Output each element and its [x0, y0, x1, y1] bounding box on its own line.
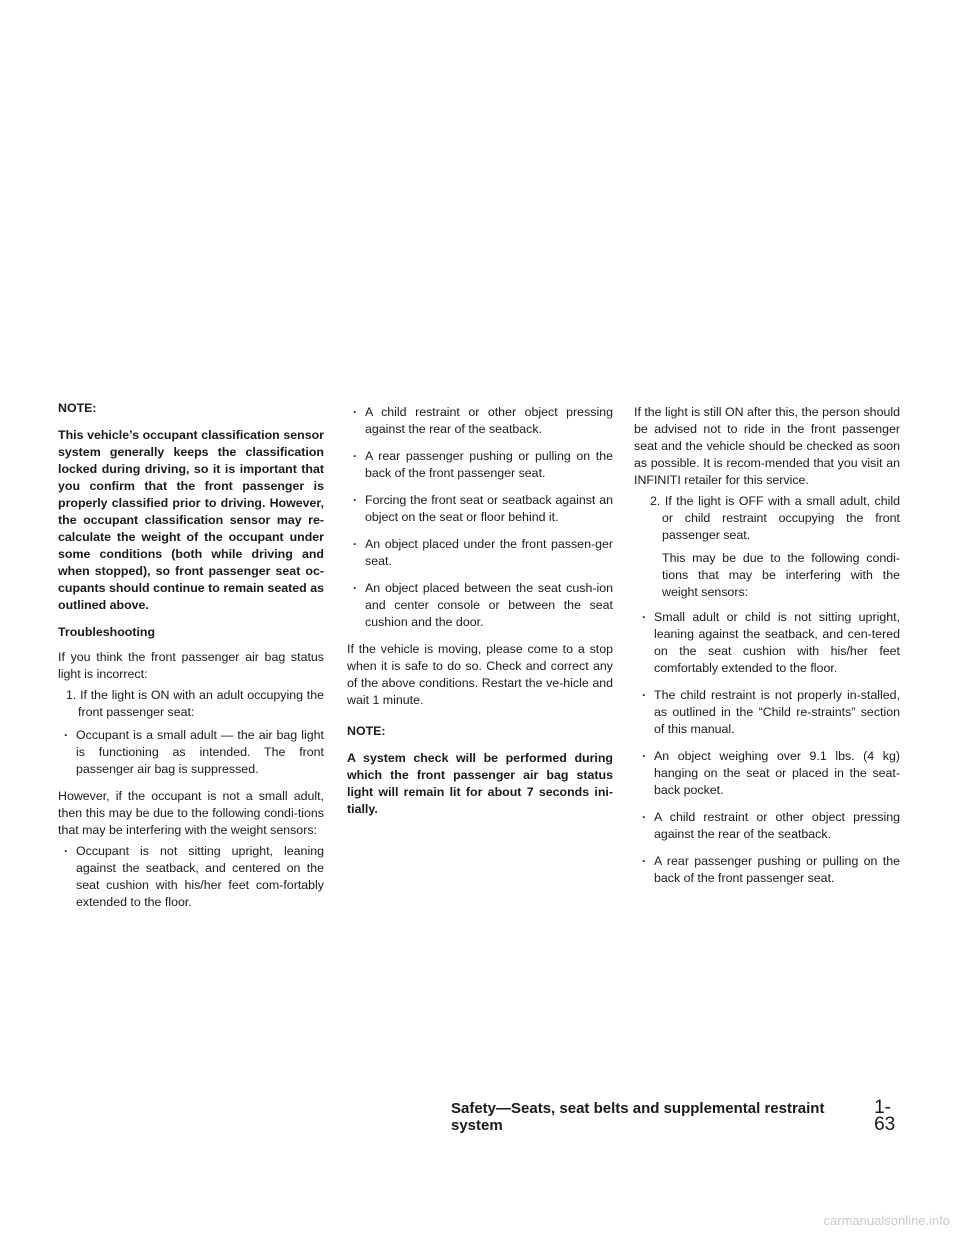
watermark: carmanualsonline.info	[823, 1213, 950, 1228]
note-text: This vehicle’s occupant classification sensor system generally keeps the classification locked during driving, so it is important that you confirm that the front passenger is properly classified prior to driving. However, the occupant classification sensor may re-calculate the weight of the occupant under some conditions (both while driving and when stopped), so front passenger seat oc-cupants should continue to remain seated as outlined above.	[58, 428, 324, 612]
bullet-item: · An object weighing over 9.1 lbs. (4 kg) hanging on the seat or placed in the seat-back pocket.	[642, 748, 900, 799]
note-label: NOTE:	[347, 724, 386, 738]
paragraph: If the light is still ON after this, the person should be advised not to ride in the front passenger seat and the vehicle should be checked as soon as possible. It is recom-mended that you visit an INFINITI retailer for this service.	[634, 405, 900, 487]
note-text: A system check will be performed during which the front passenger air bag status light will remain lit for about 7 seconds ini-tially.	[347, 751, 613, 816]
numbered-item-1: 1. If the light is ON with an adult occupying the front passenger seat:	[66, 688, 324, 719]
troubleshooting-intro: If you think the front passenger air bag status light is incorrect:	[58, 650, 324, 681]
bullet-item: · Occupant is not sitting upright, leaning against the seatback, and centered on the seat cushion with his/her feet com-fortably extended to the floor.	[64, 843, 324, 911]
bullet-item: · A rear passenger pushing or pulling on the back of the front passenger seat.	[642, 853, 900, 887]
footer-section-title: Safety—Seats, seat belts and supplemental restraint system	[451, 1100, 825, 1134]
numbered-item-2-detail: This may be due to the following condi-tions that may be interfering with the weight sensors:	[662, 551, 900, 599]
bullet-item: · Small adult or child is not sitting upright, leaning against the seatback, and cen-tered on the seat cushion with his/her feet comfortably extended to the floor.	[642, 609, 900, 677]
section-heading-troubleshooting: Troubleshooting	[58, 625, 156, 639]
bullet-item: · A child restraint or other object pressing against the rear of the seatback.	[353, 404, 613, 438]
note-label: NOTE:	[58, 401, 97, 415]
page-footer	[451, 1099, 911, 1134]
bullet-item: · Forcing the front seat or seatback against an object on the seat or floor behind it.	[353, 492, 613, 526]
bullet-item: · A rear passenger pushing or pulling on the back of the front passenger seat.	[353, 448, 613, 482]
bullet-item: · An object placed between the seat cush-ion and center console or between the seat cushion and the door.	[353, 580, 613, 631]
column-1	[58, 400, 324, 921]
column-2	[347, 404, 613, 828]
paragraph: However, if the occupant is not a small adult, then this may be due to the following condi-tions that may be interfering with the weight sensors:	[58, 789, 324, 837]
bullet-item: · Occupant is a small adult — the air bag light is functioning as intended. The front passenger air bag is suppressed.	[64, 727, 324, 778]
page-number: 1-63	[874, 1097, 896, 1135]
paragraph: If the vehicle is moving, please come to a stop when it is safe to do so. Check and correct any of the above conditions. Restart the ve-hicle and wait 1 minute.	[347, 642, 613, 707]
bullet-item: · The child restraint is not properly in-stalled, as outlined in the “Child re-straints” section of this manual.	[642, 687, 900, 738]
numbered-item-2: 2. If the light is OFF with a small adult, child or child restraint occupying the front passenger seat.	[650, 494, 900, 542]
bullet-item: · An object placed under the front passen-ger seat.	[353, 536, 613, 570]
column-3	[634, 404, 900, 897]
bullet-item: · A child restraint or other object pressing against the rear of the seatback.	[642, 809, 900, 843]
